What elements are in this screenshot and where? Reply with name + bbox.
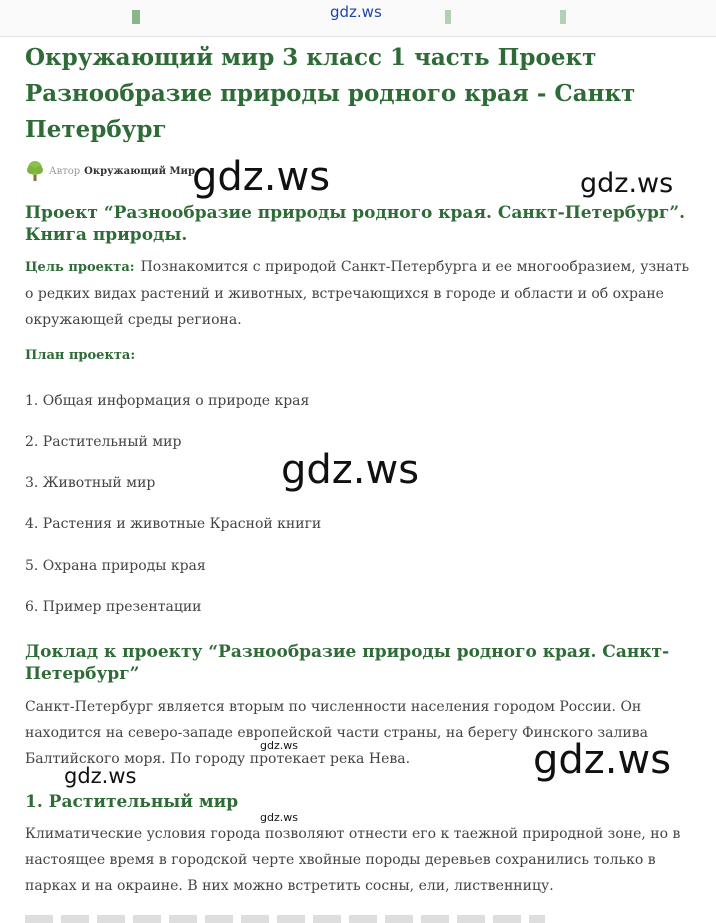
watermark: gdz.ws: [192, 154, 331, 200]
watermark: gdz.ws: [260, 739, 298, 752]
goal-label: Цель проекта:: [25, 260, 135, 275]
section-title-project: Проект “Разнообразие природы родного края. Санкт-Петербург”. Книга природы.: [25, 203, 686, 245]
plan-item: 6. Пример презентации: [25, 599, 202, 615]
header-fragment: [560, 10, 566, 24]
project-goal: [25, 254, 695, 333]
watermark: gdz.ws: [64, 764, 137, 788]
author-row: [25, 160, 195, 182]
plan-item: 5. Охрана природы края: [25, 558, 206, 574]
watermark: gdz.ws: [580, 168, 674, 199]
plan-label: План проекта:: [25, 348, 136, 363]
section-title-flora: 1. Растительный мир: [25, 792, 239, 812]
header-fragment: [132, 10, 140, 24]
plan-item: 4. Растения и животные Красной книги: [25, 516, 322, 532]
plan-item: 3. Животный мир: [25, 475, 156, 491]
goal-text: Познакомится с природой Санкт-Петербурга и ее многообразием, узнать о редких видах растений и животных, встречающихся в городе и области и об охране окружающей среды региона.: [25, 259, 690, 328]
tree-icon: [25, 160, 45, 182]
flora-paragraph: Климатические условия города позволяют отнести его к таежной природной зоне, но в настоящее время в городской черте хвойные породы деревьев сохранились только в парках и на окраине. В них можно встретить сосны, ели, лиственницу.: [25, 826, 681, 894]
section-title-report: Доклад к проекту “Разнообразие природы родного края. Санкт-Петербург”: [25, 642, 670, 684]
report-paragraph: Санкт-Петербург является вторым по численности населения городом России. Он находится на северо-западе европейской части страны, на берегу Финского залива Балтийского моря. По городу протекает река Нева.: [25, 699, 648, 767]
author-link[interactable]: Окружающий Мир: [84, 165, 195, 177]
plan-item: 2. Растительный мир: [25, 434, 182, 450]
watermark: gdz.ws: [260, 811, 298, 824]
next-paragraph-cut: [25, 915, 545, 923]
top-watermark: gdz.ws: [330, 3, 382, 21]
top-header-strip: [0, 0, 716, 37]
watermark: gdz.ws: [533, 737, 672, 783]
plan-item: 1. Общая информация о природе края: [25, 393, 310, 409]
author-label: Автор: [49, 165, 81, 177]
header-fragment: [445, 10, 451, 24]
watermark: gdz.ws: [281, 447, 420, 493]
page-title: Окружающий мир 3 класс 1 часть Проект Разнообразие природы родного края - Санкт Петербург: [25, 44, 636, 143]
